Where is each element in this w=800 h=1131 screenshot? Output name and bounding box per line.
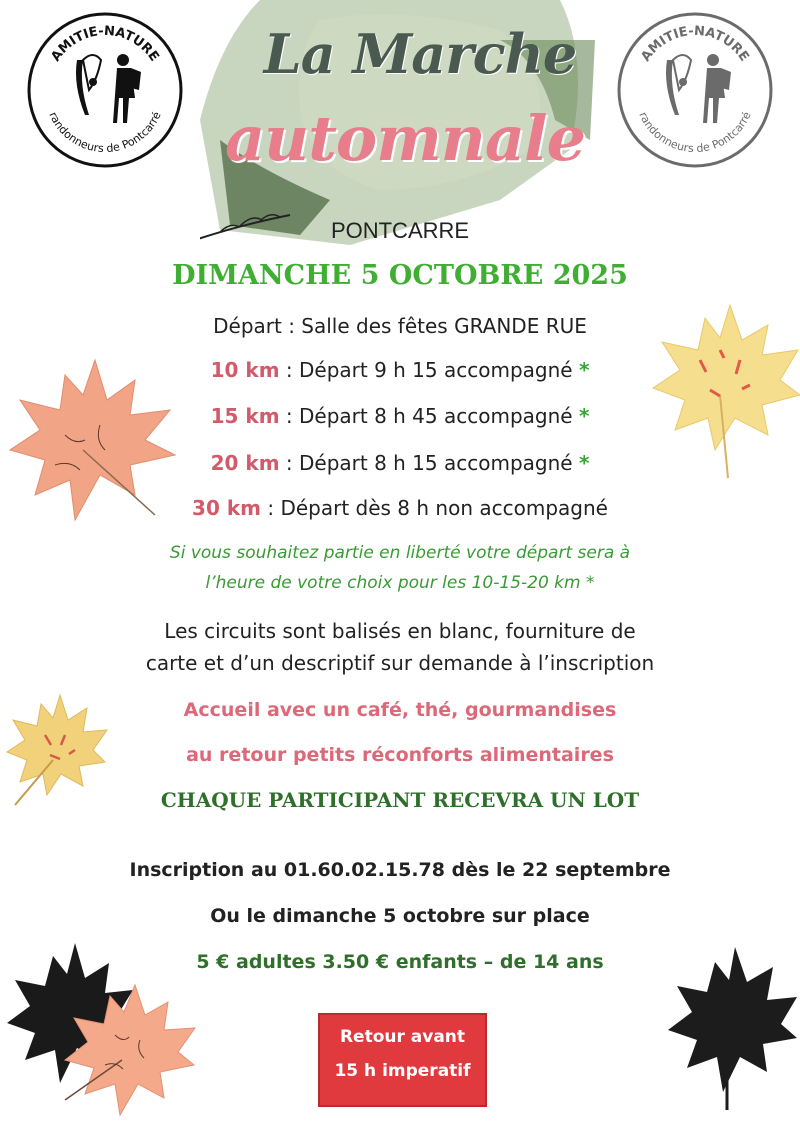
title-line-2: automnale: [224, 102, 586, 175]
liberty-note-line-2: l’heure de votre choix pour les 10-15-20 km *: [205, 573, 595, 593]
circuits-line-1: Les circuits sont balisés en blanc, fourniture de: [164, 619, 636, 643]
route-distance: 15 km: [210, 404, 280, 428]
liberty-note-line-1: Si vous souhaitez partie en liberté votre départ sera à: [169, 543, 631, 563]
prize-banner: CHAQUE PARTICIPANT RECEVRA UN LOT: [160, 788, 640, 812]
circuits-line-2: carte et d’un descriptif sur demande à l’inscription: [145, 651, 655, 675]
route-details: : Départ 8 h 15 accompagné: [279, 451, 579, 475]
registration-line-3: 5 € adultes 3.50 € enfants – de 14 ans: [196, 951, 604, 973]
maple-leaf-dark-bottom-right: [665, 942, 800, 1112]
welcome-line-1: Accueil avec un café, thé, gourmandises: [183, 699, 617, 721]
route-details: : Départ dès 8 h non accompagné: [260, 496, 608, 520]
registration-line-1: Inscription au 01.60.02.15.78 dès le 22 septembre: [129, 859, 671, 881]
route-star: *: [578, 451, 590, 475]
maple-leaf-yellow-left: [5, 690, 110, 810]
maple-leaf-salmon-bottom: [60, 980, 200, 1120]
route-distance: 30 km: [192, 496, 261, 520]
route-distance: 20 km: [210, 451, 280, 475]
event-date: DIMANCHE 5 OCTOBRE 2025: [172, 260, 628, 291]
welcome-line-2: au retour petits réconforts alimentaires: [186, 744, 614, 766]
amitie-nature-logo-left: [25, 10, 185, 170]
route-details: : Départ 8 h 45 accompagné: [279, 404, 579, 428]
departure-place: Départ : Salle des fêtes GRANDE RUE: [213, 314, 587, 338]
logo-top-text-right: AMITIE-NATURE: [638, 23, 752, 65]
route-star: *: [578, 404, 590, 428]
route-distance: 10 km: [210, 358, 280, 382]
return-box-line-2: 15 h imperatif: [334, 1061, 471, 1081]
location-label: PONTCARRE: [330, 218, 470, 243]
amitie-nature-logo-right: [615, 10, 775, 170]
logo-bottom-text: randonneurs de Pontcarré: [46, 109, 164, 156]
maple-leaf-salmon-left: [5, 355, 180, 530]
return-deadline-box: [318, 1013, 487, 1107]
route-star: *: [578, 358, 590, 382]
registration-line-2: Ou le dimanche 5 octobre sur place: [210, 905, 590, 927]
title-line-1: La Marche: [263, 22, 577, 86]
logo-top-text: AMITIE-NATURE: [48, 23, 162, 65]
logo-bottom-text-right: randonneurs de Pontcarré: [636, 109, 754, 156]
route-details: : Départ 9 h 15 accompagné: [279, 358, 579, 382]
return-box-line-1: Retour avant: [339, 1027, 466, 1047]
maple-leaf-yellow-right: [650, 300, 800, 480]
